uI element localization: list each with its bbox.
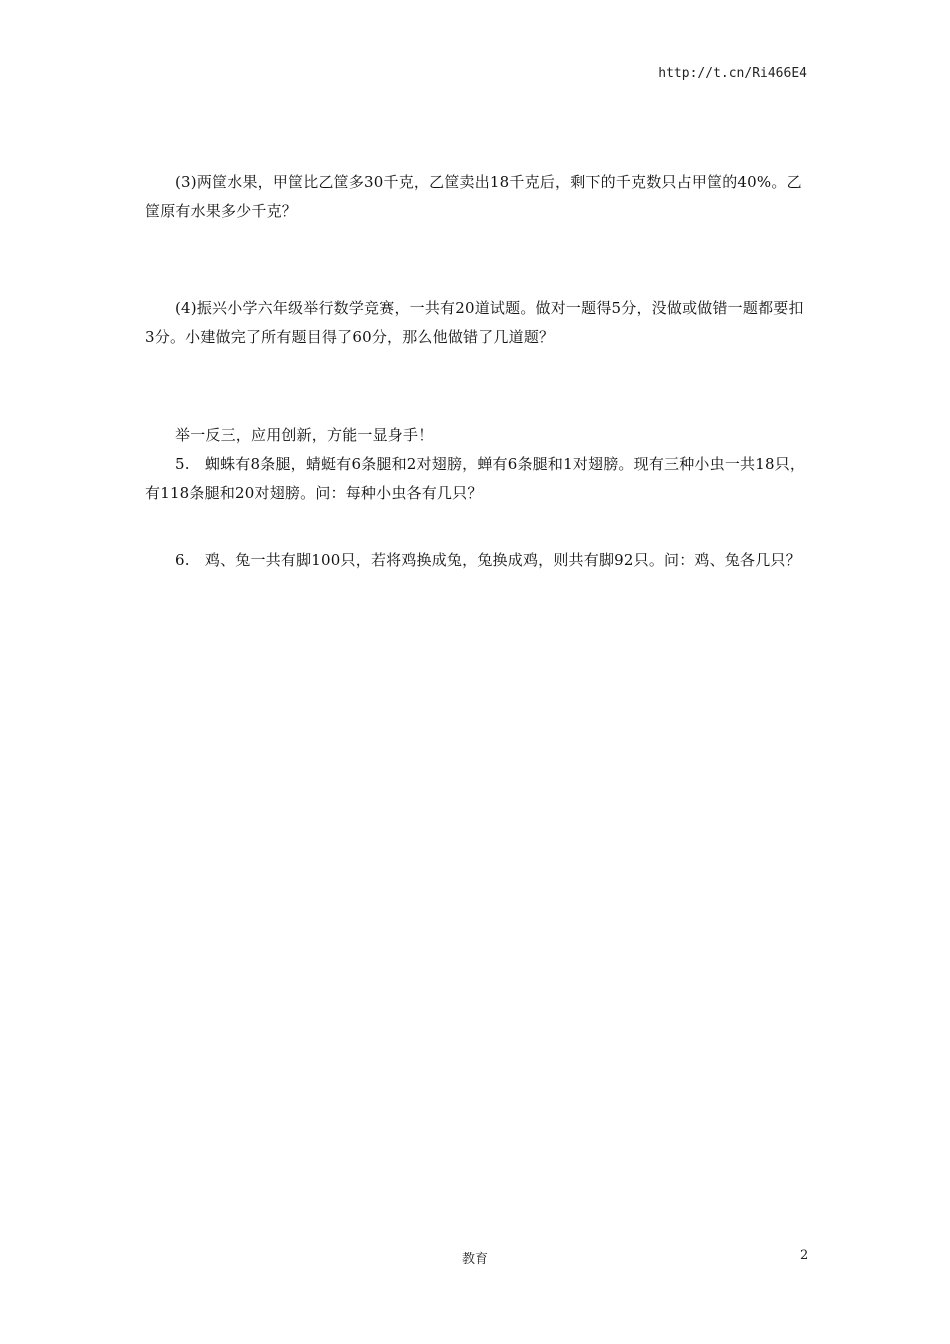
header-url: http://t.cn/Ri466E4 <box>658 66 807 81</box>
page-number: 2 <box>800 1248 809 1263</box>
question-3 <box>145 168 810 226</box>
question-3-text: (3)两筐水果，甲筐比乙筐多30千克，乙筐卖出18千克后，剩下的千克数只占甲筐的40%。乙筐原有水果多少千克？ <box>145 173 802 220</box>
question-4-text: (4)振兴小学六年级举行数学竞赛，一共有20道试题。做对一题得5分，没做或做错一题都要扣3分。小建做完了所有题目得了60分，那么他做错了几道题？ <box>145 299 804 346</box>
extension-section <box>145 421 810 508</box>
question-6-text: 6. 鸡、兔一共有脚100只，若将鸡换成兔，兔换成鸡，则共有脚92只。问：鸡、兔各几只？ <box>175 551 801 569</box>
footer-label: 教育 <box>461 1252 488 1267</box>
section-heading: 举一反三，应用创新，方能一显身手！ <box>175 426 434 444</box>
question-4 <box>145 294 810 352</box>
question-5-text: 5. 蜘蛛有8条腿，蜻蜓有6条腿和2对翅膀，蝉有6条腿和1对翅膀。现有三种小虫一共18只，有118条腿和20对翅膀。问：每种小虫各有几只？ <box>145 455 806 502</box>
question-6 <box>145 546 810 575</box>
